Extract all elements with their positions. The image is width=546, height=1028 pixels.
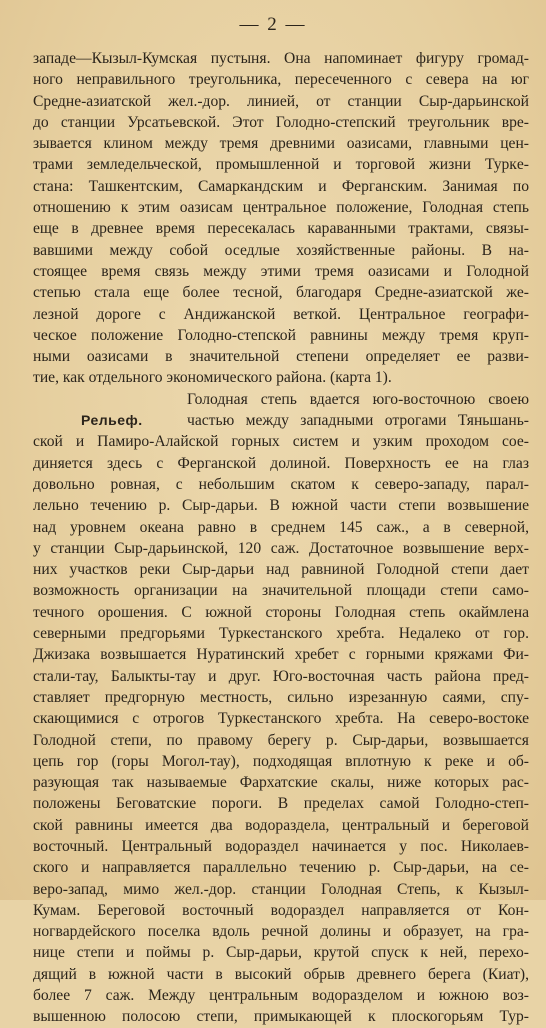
text-line: дящий в южной части в высокий обрыв древнего берега (Киат), — [33, 965, 529, 983]
text-line: до станции Урсатьевской. Этот Голодно-степский треугольник вре- — [33, 113, 529, 131]
text-line: над уровнем океана равно в среднем 145 саж., а в северной, — [33, 518, 529, 536]
text-line: Средне-азиатской жел.-дор. линией, от станции Сыр-дарьинской — [33, 92, 529, 110]
text-line: нице степи и поймы р. Сыр-дарьи, крутой спуск к ней, перехо- — [33, 944, 529, 962]
text-line: еще в древнее время пересекалась караванными трактами, связы- — [33, 220, 529, 238]
page-number: — 2 — — [239, 14, 307, 35]
text-line: диняется здесь с Ферганской долиной. Поверхность ее на глаз — [33, 454, 529, 472]
text-line: цепь гор (горы Могол-тау), подходящая вплотную к реке и об- — [33, 752, 529, 770]
text-line: вышенною полосою степи, примыкающей к плоскогорьям Тур- — [33, 1008, 529, 1026]
text-line: течного орошения. С южной стороны Голодная степь окаймлена — [33, 603, 529, 621]
paragraph-relief — [33, 389, 529, 1028]
body-text — [33, 48, 529, 1028]
text-line: лезной дороге с Андижанской веткой. Центральное географи- — [33, 305, 529, 323]
text-line: зывается клином между тремя древними оазисами, главными цен- — [33, 135, 529, 153]
text-line: лельно течению р. Сыр-дарьи. В южной части степи возвышение — [33, 497, 529, 515]
text-line: стана: Ташкентским, Самаркандским и Ферганским. Занимая по — [33, 177, 529, 195]
text-line: вавшими между собой оседлые хозяйственные районы. В на- — [33, 241, 529, 259]
text-line: северными предгорьями Туркестанского хребта. Недалеко от гор. — [33, 625, 529, 643]
text-line: довольно ровная, с небольшим скатом к северо-западу, парал- — [33, 475, 529, 493]
text-line: Голодной степи, по правому берегу р. Сыр-дарьи, возвышается — [33, 731, 529, 749]
text-line: стоящее время связь между этими тремя оазисами и Голодной — [33, 262, 529, 280]
text-line: ской и Памиро-Алайской горных систем и узким проходом сое- — [33, 433, 529, 451]
text-line: скающимися с отрогов Туркестанского хребта. На северо-востоке — [33, 710, 529, 728]
text-line: восточный. Центральный водораздел начинается у пос. Николаев- — [33, 837, 529, 855]
text-line: отношению к этим оазисам центральное положение, Голодная степь — [33, 199, 529, 217]
text-line: более 7 саж. Между центральным водоразделом и южною воз- — [33, 987, 529, 1005]
section-sidehead-relief: Рельеф. — [81, 412, 143, 429]
text-line: стали-тау, Балыкты-тау и друг. Юго-восточная часть района пред- — [33, 667, 529, 685]
text-line: тие, как отдельного экономического района. (карта 1). — [33, 369, 392, 387]
text-line: Голодная степь вдается юго-восточною своею — [187, 390, 529, 408]
text-line: западе—Кызыл-Кумская пустыня. Она напоминает фигуру громад- — [33, 50, 529, 67]
text-line: степью стала еще более тесной, благодаря Средне-азиатской же- — [33, 284, 529, 302]
text-line: Кумам. Береговой восточный водораздел направляется от Кон- — [33, 901, 529, 919]
paragraph-1 — [33, 48, 529, 389]
text-line-rest: частью между западными отрогами Тяньшань- — [187, 412, 529, 430]
text-line: положены Беговатские пороги. В пределах самой Голодно-степ- — [33, 795, 529, 813]
text-line: Джизака возвышается Нуратинский хребет с горными кряжами Фи- — [33, 646, 529, 664]
text-line: ской равнины имеется два водораздела, центральный и береговой — [33, 816, 529, 834]
text-line: ными оазисами в значительной степени определяет ее разви- — [33, 348, 529, 366]
text-line: разующая так называемые Фархатские скалы, ниже которых рас- — [33, 774, 529, 792]
text-line-with-sidehead — [33, 410, 529, 431]
text-line: веро-запад, мимо жел.-дор. станции Голодная Степь, к Кызыл- — [33, 880, 529, 898]
text-line: ставляет предгорную местность, сильно изрезанную саями, спу- — [33, 688, 529, 706]
text-line: трами земледельческой, промышленной и торговой жизни Туркe- — [33, 156, 529, 174]
text-line: ческое положение Голодно-степской равнины между тремя круп- — [33, 326, 529, 344]
text-line: у станции Сыр-дарьинской, 120 саж. Достаточное возвышение верх- — [33, 539, 529, 557]
text-line: них участков реки Сыр-дарьи над равниной Голодной степи дает — [33, 561, 529, 579]
text-line: ногвардейского поселка вдоль речной долины и образует, на гра- — [33, 923, 529, 941]
text-line: возможность организации на значительной площади степи само- — [33, 582, 529, 600]
text-line: ного неправильного треугольника, пересеченного с севера на юг — [33, 71, 529, 89]
text-line: ского и направляется параллельно течению р. Сыр-дарьи, на се- — [33, 859, 529, 877]
